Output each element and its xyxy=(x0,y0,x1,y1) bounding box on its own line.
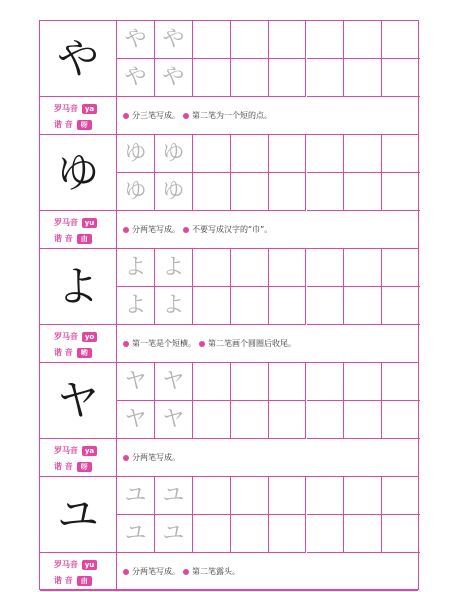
trace-cell xyxy=(117,287,155,325)
practice-cell xyxy=(231,59,269,97)
trace-character: ユ xyxy=(162,520,185,546)
practice-cell xyxy=(231,477,269,515)
practice-cell xyxy=(344,477,382,515)
trace-character: ユ xyxy=(162,482,185,508)
romaji-badge: yo xyxy=(82,332,97,342)
pronunciation-labels xyxy=(40,97,117,134)
practice-cell xyxy=(382,59,420,97)
romaji-badge: ya xyxy=(82,104,97,114)
trace-character: よ xyxy=(162,292,185,318)
info-row xyxy=(40,97,418,135)
trace-cell xyxy=(155,249,193,287)
romaji-label: 罗马音 xyxy=(54,560,78,569)
pronunciation-labels xyxy=(40,325,117,362)
stroke-notes xyxy=(123,325,296,362)
practice-cell xyxy=(307,21,345,59)
romaji-label: 罗马音 xyxy=(54,446,78,455)
trace-cell xyxy=(117,401,155,439)
homophone-badge: 由 xyxy=(77,234,92,244)
model-character-cell xyxy=(40,135,117,211)
practice-cell xyxy=(231,287,269,325)
practice-cell xyxy=(382,363,420,401)
trace-character: や xyxy=(162,26,185,52)
info-row xyxy=(40,439,418,477)
trace-character: よ xyxy=(124,292,147,318)
practice-cell xyxy=(382,135,420,173)
stroke-note: 第一笔是个短横。 xyxy=(132,339,196,348)
practice-cell xyxy=(193,477,231,515)
stroke-notes xyxy=(123,211,272,248)
practice-cell xyxy=(231,173,269,211)
bullet-dot-icon xyxy=(123,113,129,119)
practice-cell xyxy=(382,287,420,325)
practice-cell xyxy=(231,249,269,287)
trace-character: よ xyxy=(124,254,147,280)
practice-cell xyxy=(344,363,382,401)
stroke-notes xyxy=(123,439,180,476)
romaji-label: 罗马音 xyxy=(54,332,78,341)
pronunciation-labels xyxy=(40,211,117,248)
practice-cell xyxy=(193,21,231,59)
trace-character: ヤ xyxy=(124,368,147,394)
writing-grid xyxy=(40,135,418,211)
romaji-badge: ya xyxy=(82,446,97,456)
trace-character: ユ xyxy=(124,520,147,546)
romaji-label: 罗马音 xyxy=(54,104,78,113)
bullet-dot-icon xyxy=(123,341,129,347)
trace-character: ゆ xyxy=(162,178,185,204)
homophone-badge: 呀 xyxy=(77,120,92,130)
trace-cell xyxy=(117,249,155,287)
stroke-note: 第二笔为一个短的点。 xyxy=(192,111,272,120)
trace-character: よ xyxy=(162,254,185,280)
practice-cell xyxy=(307,287,345,325)
bullet-dot-icon xyxy=(123,227,129,233)
model-character: よ xyxy=(56,261,99,311)
practice-cell xyxy=(231,401,269,439)
practice-cell xyxy=(344,287,382,325)
trace-cell xyxy=(117,21,155,59)
writing-grid xyxy=(40,477,418,553)
practice-cell xyxy=(307,401,345,439)
practice-cell xyxy=(307,173,345,211)
practice-cell xyxy=(193,363,231,401)
bullet-dot-icon xyxy=(183,113,189,119)
model-character-cell xyxy=(40,477,117,553)
stroke-note: 分两笔写成。 xyxy=(132,567,180,576)
romaji-badge: yu xyxy=(82,218,97,228)
trace-character: や xyxy=(124,26,147,52)
trace-character: や xyxy=(162,64,185,90)
practice-cell xyxy=(307,363,345,401)
romaji-label: 罗马音 xyxy=(54,218,78,227)
practice-cell xyxy=(269,363,307,401)
trace-cell xyxy=(155,21,193,59)
model-character: ヤ xyxy=(56,375,99,425)
homophone-label: 谐 音 xyxy=(54,348,73,357)
practice-cell xyxy=(231,515,269,553)
stroke-note: 不要写成汉字的“巾”。 xyxy=(192,225,273,234)
practice-cell xyxy=(382,173,420,211)
practice-cell xyxy=(231,21,269,59)
practice-cell xyxy=(193,515,231,553)
bullet-dot-icon xyxy=(123,455,129,461)
trace-cell xyxy=(117,173,155,211)
bullet-dot-icon xyxy=(123,569,129,575)
info-row xyxy=(40,325,418,363)
practice-cell xyxy=(269,135,307,173)
practice-cell xyxy=(193,173,231,211)
trace-character: ゆ xyxy=(162,140,185,166)
practice-cell xyxy=(344,401,382,439)
stroke-note: 分两笔写成。 xyxy=(132,225,180,234)
model-character-cell xyxy=(40,249,117,325)
pronunciation-labels xyxy=(40,553,117,590)
homophone-badge: 由 xyxy=(77,576,92,586)
bullet-dot-icon xyxy=(183,227,189,233)
trace-cell xyxy=(117,59,155,97)
practice-cell xyxy=(307,477,345,515)
model-character: や xyxy=(56,33,99,83)
trace-cell xyxy=(155,401,193,439)
practice-cell xyxy=(307,135,345,173)
stroke-note: 第二笔画个圆圈后收尾。 xyxy=(208,339,296,348)
trace-cell xyxy=(155,173,193,211)
homophone-badge: 哟 xyxy=(77,348,92,358)
kana-block xyxy=(40,135,418,249)
writing-grid xyxy=(40,363,418,439)
practice-cell xyxy=(269,249,307,287)
trace-cell xyxy=(155,135,193,173)
bullet-dot-icon xyxy=(183,569,189,575)
trace-cell xyxy=(155,363,193,401)
writing-grid xyxy=(40,21,418,97)
stroke-note: 分三笔写成。 xyxy=(132,111,180,120)
trace-character: ゆ xyxy=(124,178,147,204)
kana-block xyxy=(40,249,418,363)
practice-cell xyxy=(344,173,382,211)
practice-cell xyxy=(382,477,420,515)
practice-cell xyxy=(382,401,420,439)
practice-cell xyxy=(269,401,307,439)
practice-cell xyxy=(382,249,420,287)
model-character-cell xyxy=(40,21,117,97)
bullet-dot-icon xyxy=(199,341,205,347)
kana-block xyxy=(40,21,418,135)
practice-cell xyxy=(269,477,307,515)
practice-cell xyxy=(344,21,382,59)
romaji-badge: yu xyxy=(82,560,97,570)
practice-cell xyxy=(269,287,307,325)
practice-cell xyxy=(193,249,231,287)
trace-cell xyxy=(155,59,193,97)
stroke-notes xyxy=(123,553,240,590)
practice-cell xyxy=(269,515,307,553)
homophone-label: 谐 音 xyxy=(54,576,73,585)
practice-cell xyxy=(231,363,269,401)
kana-block xyxy=(40,477,418,591)
practice-cell xyxy=(269,59,307,97)
practice-cell xyxy=(382,515,420,553)
trace-character: ゆ xyxy=(124,140,147,166)
trace-character: ヤ xyxy=(162,406,185,432)
practice-cell xyxy=(193,59,231,97)
writing-grid xyxy=(40,249,418,325)
stroke-notes xyxy=(123,97,272,134)
practice-cell xyxy=(269,21,307,59)
practice-cell xyxy=(231,135,269,173)
practice-cell xyxy=(344,515,382,553)
practice-cell xyxy=(382,21,420,59)
trace-character: ヤ xyxy=(124,406,147,432)
practice-cell xyxy=(344,249,382,287)
practice-cell xyxy=(344,135,382,173)
practice-sheet xyxy=(39,20,419,590)
practice-cell xyxy=(193,401,231,439)
model-character-cell xyxy=(40,363,117,439)
kana-block xyxy=(40,363,418,477)
info-row xyxy=(40,553,418,591)
trace-cell xyxy=(155,515,193,553)
homophone-badge: 呀 xyxy=(77,462,92,472)
homophone-label: 谐 音 xyxy=(54,462,73,471)
model-character: ユ xyxy=(56,489,99,539)
trace-character: ヤ xyxy=(162,368,185,394)
stroke-note: 分两笔写成。 xyxy=(132,453,180,462)
stroke-note: 第二笔露头。 xyxy=(192,567,240,576)
trace-character: や xyxy=(124,64,147,90)
homophone-label: 谐 音 xyxy=(54,120,73,129)
trace-cell xyxy=(117,135,155,173)
practice-cell xyxy=(344,59,382,97)
practice-cell xyxy=(307,515,345,553)
model-character: ゆ xyxy=(56,147,99,197)
practice-cell xyxy=(193,287,231,325)
trace-cell xyxy=(117,477,155,515)
homophone-label: 谐 音 xyxy=(54,234,73,243)
info-row xyxy=(40,211,418,249)
practice-cell xyxy=(307,59,345,97)
trace-cell xyxy=(155,477,193,515)
trace-character: ユ xyxy=(124,482,147,508)
trace-cell xyxy=(155,287,193,325)
practice-cell xyxy=(269,173,307,211)
pronunciation-labels xyxy=(40,439,117,476)
trace-cell xyxy=(117,363,155,401)
trace-cell xyxy=(117,515,155,553)
practice-cell xyxy=(307,249,345,287)
practice-cell xyxy=(193,135,231,173)
